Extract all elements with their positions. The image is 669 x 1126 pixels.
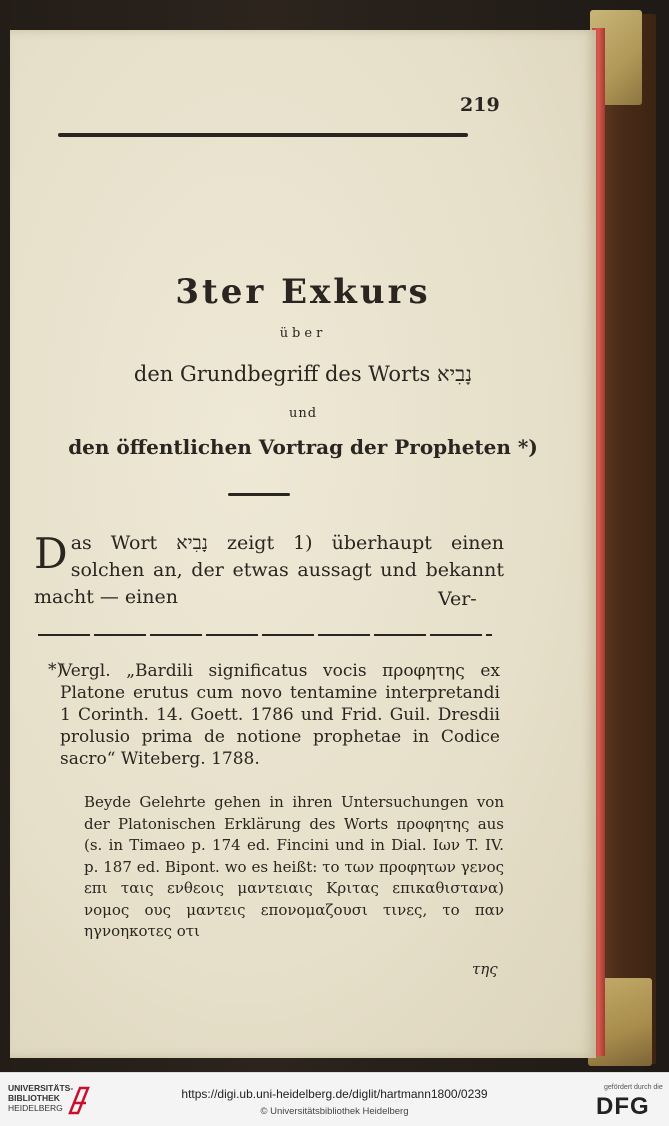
footnote-separator	[38, 634, 492, 636]
logo-line-3: HEIDELBERG	[8, 1103, 63, 1113]
page-number: 219	[460, 94, 500, 116]
logo-line-2: BIBLIOTHEK	[8, 1093, 60, 1103]
viewer-footer	[0, 1072, 669, 1126]
scanned-page	[10, 30, 596, 1058]
logo-line-1: UNIVERSITÄTS-	[8, 1083, 74, 1093]
section-rule	[228, 493, 290, 496]
header-rule	[58, 133, 468, 137]
heading-line-2: den öffentlichen Vortrag der Propheten *)	[68, 435, 538, 459]
footnote-mark: *)	[48, 660, 64, 680]
drop-cap: D	[34, 529, 68, 578]
heading-line-1: den Grundbegriff des Worts נָבִיא	[133, 362, 473, 386]
footnote-paragraph-2: Beyde Gelehrte gehen in ihren Untersuchungen von der Platonischen Erklärung des Worts προφητης aus (s. in Timaeo p. 174 ed. Fincini und in Dial. Ιων T. IV. p. 187 ed. Bipont. wo es heißt: το των προφητων γενος επι ταις ενθεοις μαντειαις Κριτας επικαθιστανα) νομος ους μαντεις επονομαζουσι τινες, το παν ηγνοηκοτες οτι	[84, 793, 504, 940]
heading-ueber: über	[279, 326, 327, 341]
chapter-heading: 3ter Exkurs	[175, 272, 431, 312]
permalink-url[interactable]: https://digi.ub.uni-heidelberg.de/diglit/hartmann1800/0239	[181, 1087, 488, 1101]
body-text: as Wort נָבִיא zeigt 1) überhaupt einen solchen an, der etwas aussagt und bekannt macht — einen	[34, 532, 504, 608]
body-paragraph	[34, 530, 504, 611]
dfg-logo[interactable]: DFG	[596, 1093, 650, 1120]
copyright-notice: © Universitätsbibliothek Heidelberg	[260, 1106, 409, 1117]
footnote-paragraph-1: Vergl. „Bardili significatus vocis προφητης ex Platone erutus cum novo tentamine interpretandi 1 Corinth. 14. Goett. 1786 und Frid. Guil. Dresdii prolusio prima de notione prophetae in Codice sacro“ Witeberg. 1788.	[60, 661, 500, 769]
heading-und: und	[288, 406, 318, 421]
catchword: Ver-	[438, 588, 477, 610]
footnote-catchword: της	[472, 960, 498, 978]
book-board-right	[600, 14, 656, 1064]
dfg-caption: gefördert durch die	[604, 1084, 663, 1091]
